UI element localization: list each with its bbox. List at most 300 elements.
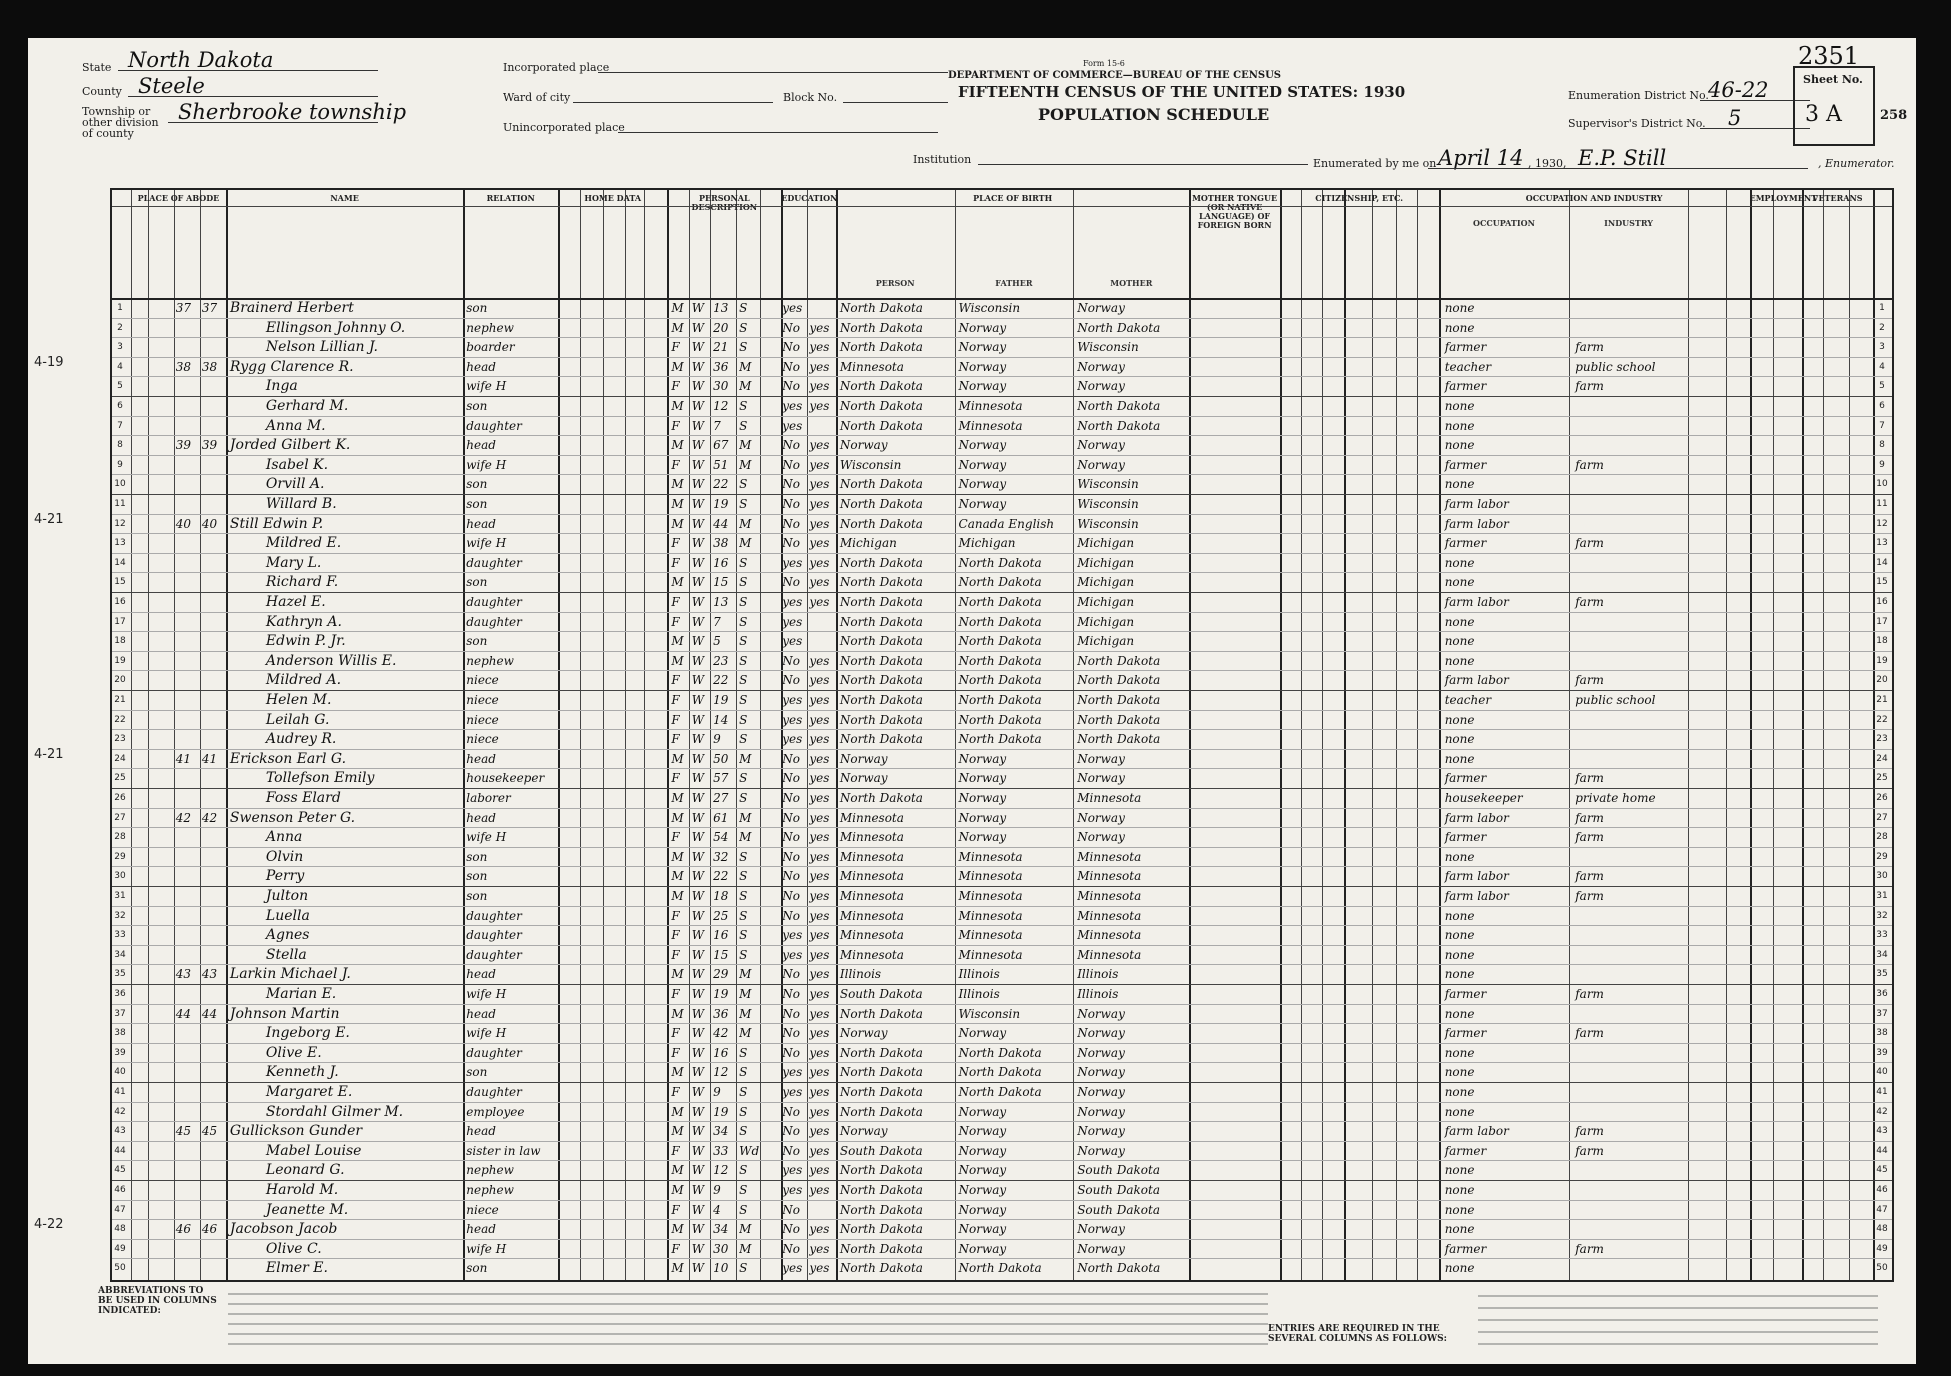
- family-number: 40: [201, 516, 218, 531]
- age: 18: [713, 889, 729, 903]
- column-divider: [1417, 190, 1418, 1280]
- relation: nephew: [466, 1183, 514, 1197]
- birthplace-mother: North Dakota: [1077, 653, 1161, 668]
- person-name: Richard F.: [265, 574, 339, 591]
- column-group-header: VETERANS: [1812, 193, 1863, 203]
- column-divider: [836, 190, 838, 1280]
- can-read: yes: [809, 536, 830, 551]
- school-attendance: No: [782, 771, 800, 786]
- person-name: Larkin Michael J.: [229, 966, 351, 983]
- birthplace-person: North Dakota: [839, 418, 923, 433]
- occupation: none: [1444, 634, 1475, 649]
- line-number-right: 33: [1876, 930, 1888, 941]
- state-value: North Dakota: [128, 48, 274, 72]
- entries-lines: [1478, 1286, 1878, 1356]
- marital-status: M: [739, 987, 752, 1001]
- school-attendance: No: [782, 810, 800, 825]
- race: W: [691, 889, 705, 903]
- birthplace-mother: North Dakota: [1077, 693, 1161, 707]
- marital-status: S: [739, 1065, 748, 1080]
- marital-status: S: [739, 477, 748, 492]
- row-rule: [112, 318, 1892, 319]
- row-rule: [112, 376, 1892, 377]
- relation: daughter: [466, 555, 522, 570]
- line-number-right: 44: [1876, 1145, 1888, 1156]
- column-divider: [226, 190, 228, 1280]
- school-attendance: No: [782, 869, 800, 884]
- can-read: yes: [809, 673, 830, 688]
- race: W: [691, 497, 705, 511]
- person-name: Mildred A.: [265, 672, 342, 689]
- line-number: 13: [114, 538, 126, 549]
- birthplace-father: Norway: [958, 1202, 1007, 1217]
- can-read: yes: [809, 771, 830, 786]
- relation: niece: [466, 693, 499, 707]
- column-group-header: NAME: [330, 193, 359, 203]
- can-read: yes: [809, 987, 830, 1001]
- age: 42: [713, 1026, 729, 1041]
- marital-status: S: [739, 791, 748, 805]
- row-rule: [112, 866, 1892, 867]
- column-divider: [1823, 190, 1824, 1280]
- marital-status: S: [739, 320, 748, 335]
- marital-status: S: [739, 849, 748, 864]
- line-number-right: 50: [1876, 1263, 1888, 1274]
- birthplace-father: North Dakota: [958, 1085, 1042, 1099]
- line-number: 49: [114, 1243, 126, 1254]
- birthplace-father: North Dakota: [958, 1045, 1042, 1060]
- sheet-label: Sheet No.: [1803, 73, 1863, 86]
- birthplace-mother: Wisconsin: [1077, 516, 1139, 531]
- line-number: 35: [114, 969, 126, 980]
- person-name: Mary L.: [265, 554, 322, 571]
- birthplace-person: North Dakota: [839, 1085, 923, 1099]
- row-rule: [112, 1258, 1892, 1259]
- occupation: housekeeper: [1444, 791, 1523, 805]
- birthplace-mother: Wisconsin: [1077, 497, 1139, 511]
- row-rule: [112, 964, 1892, 965]
- line-number: 16: [114, 597, 126, 607]
- birthplace-father: Minnesota: [958, 947, 1023, 962]
- birthplace-father: Norway: [958, 810, 1007, 825]
- marital-status: M: [739, 830, 752, 845]
- relation: son: [466, 1261, 488, 1276]
- column-divider: [736, 190, 737, 1280]
- sex: F: [671, 1241, 680, 1256]
- occupation: none: [1444, 1261, 1475, 1276]
- occupation: none: [1444, 575, 1475, 590]
- age: 16: [713, 928, 729, 943]
- school-attendance: yes: [782, 614, 803, 629]
- birthplace-mother: Michigan: [1077, 595, 1135, 609]
- row-rule: [112, 572, 1892, 573]
- marital-status: S: [739, 301, 748, 315]
- row-rule: [112, 710, 1892, 711]
- relation: wife H: [466, 987, 507, 1001]
- birthplace-mother: Wisconsin: [1077, 477, 1139, 492]
- occupation: farm labor: [1444, 497, 1509, 511]
- birthplace-father: North Dakota: [958, 693, 1042, 707]
- sex: M: [671, 477, 684, 492]
- school-attendance: No: [782, 1143, 800, 1158]
- line-number: 9: [117, 459, 123, 470]
- sex: F: [671, 536, 680, 551]
- school-attendance: yes: [782, 555, 803, 570]
- person-name: Ingeborg E.: [265, 1025, 350, 1042]
- entries-block: [1478, 1286, 1878, 1356]
- birthplace-person: North Dakota: [839, 653, 923, 668]
- school-attendance: No: [782, 751, 800, 766]
- line-number: 22: [114, 714, 126, 725]
- age: 30: [713, 1241, 729, 1256]
- marital-status: M: [739, 379, 752, 394]
- relation: son: [466, 477, 488, 492]
- department-title: DEPARTMENT OF COMMERCE—BUREAU OF THE CENSUS: [948, 70, 1282, 81]
- sex: F: [671, 457, 680, 472]
- dwelling-number: 39: [175, 438, 191, 453]
- race: W: [691, 791, 705, 805]
- sex: F: [671, 1085, 680, 1099]
- birthplace-person: North Dakota: [839, 320, 923, 335]
- margin-note: 4-22: [34, 1217, 64, 1233]
- birthplace-father: North Dakota: [958, 614, 1042, 629]
- race: W: [691, 908, 705, 923]
- marital-status: S: [739, 673, 748, 688]
- birthplace-person: Minnesota: [839, 889, 904, 903]
- line-number: 3: [117, 342, 123, 353]
- person-name: Margaret E.: [265, 1084, 353, 1100]
- occupation: none: [1444, 1045, 1475, 1060]
- age: 22: [713, 869, 729, 884]
- row-rule: [112, 945, 1892, 946]
- birthplace-father: Canada English: [958, 516, 1055, 531]
- column-divider: [1439, 190, 1441, 1280]
- race: W: [691, 614, 705, 629]
- abbrev-block: [228, 1286, 1268, 1356]
- birthplace-father: Norway: [958, 379, 1007, 394]
- line-number: 25: [114, 773, 126, 784]
- school-attendance: yes: [782, 732, 803, 747]
- sex: M: [671, 516, 684, 531]
- age: 7: [713, 614, 721, 629]
- occupation: none: [1444, 418, 1475, 433]
- school-attendance: No: [782, 457, 800, 472]
- line-number: 45: [114, 1165, 126, 1176]
- relation: nephew: [466, 653, 514, 668]
- state-underline: [118, 70, 378, 71]
- relation: head: [466, 1006, 496, 1021]
- relation: son: [466, 301, 488, 315]
- relation: head: [466, 359, 496, 374]
- birthplace-person: North Dakota: [839, 340, 923, 355]
- person-name: Jorded Gilbert K.: [229, 437, 351, 454]
- school-attendance: No: [782, 477, 800, 492]
- family-number: 44: [201, 1006, 218, 1021]
- relation: son: [466, 399, 488, 413]
- person-name: Anna M.: [265, 417, 326, 434]
- birthplace-person: Minnesota: [839, 849, 904, 864]
- column-divider: [1849, 190, 1850, 1280]
- birthplace-mother: Minnesota: [1077, 908, 1142, 923]
- person-name: Inga: [265, 378, 298, 395]
- row-rule: [112, 1160, 1892, 1161]
- marital-status: M: [739, 1006, 752, 1021]
- school-attendance: yes: [782, 928, 803, 943]
- birthplace-mother: Norway: [1077, 379, 1125, 394]
- sex: M: [671, 791, 684, 805]
- row-rule: [112, 357, 1892, 358]
- race: W: [691, 1202, 705, 1217]
- line-number-right: 43: [1876, 1126, 1888, 1137]
- sex: M: [671, 438, 684, 453]
- marital-status: M: [739, 1241, 752, 1256]
- school-attendance: No: [782, 379, 800, 394]
- line-number-right: 23: [1876, 734, 1888, 745]
- birthplace-mother: Illinois: [1077, 967, 1119, 982]
- sex: F: [671, 771, 680, 786]
- line-number-right: 34: [1876, 949, 1888, 960]
- line-number: 33: [114, 930, 126, 941]
- sex: M: [671, 869, 684, 884]
- age: 12: [713, 399, 729, 413]
- line-number-right: 39: [1876, 1047, 1888, 1058]
- school-attendance: yes: [782, 1183, 803, 1197]
- birthplace-mother: Norway: [1077, 771, 1125, 786]
- occupation: farmer: [1444, 457, 1487, 472]
- line-number: 47: [114, 1204, 126, 1215]
- row-rule: [112, 651, 1892, 652]
- occupation: farmer: [1444, 987, 1487, 1001]
- dwelling-number: 38: [175, 359, 191, 374]
- birthplace-person: Minnesota: [839, 928, 904, 943]
- age: 12: [713, 1163, 729, 1178]
- birthplace-person: Minnesota: [839, 908, 904, 923]
- school-attendance: No: [782, 1202, 800, 1217]
- person-name: Olive C.: [265, 1240, 322, 1257]
- school-attendance: yes: [782, 1261, 803, 1276]
- occupation: none: [1444, 653, 1475, 668]
- column-divider: [1073, 190, 1074, 1280]
- row-rule: [112, 1121, 1892, 1122]
- birthplace-father: Norway: [958, 1026, 1007, 1041]
- row-rule: [112, 808, 1892, 809]
- birthplace-person: North Dakota: [839, 399, 923, 413]
- relation: nephew: [466, 1163, 514, 1178]
- institution-underline: [978, 164, 1308, 165]
- sex: F: [671, 928, 680, 943]
- occupation: none: [1444, 1006, 1475, 1021]
- sex: M: [671, 1261, 684, 1276]
- can-read: yes: [809, 1183, 830, 1197]
- person-name: Edwin P. Jr.: [265, 633, 346, 650]
- age: 22: [713, 673, 729, 688]
- race: W: [691, 477, 705, 492]
- line-number-right: 6: [1879, 401, 1885, 411]
- line-number-right: 26: [1876, 793, 1888, 803]
- occupation: farmer: [1444, 379, 1487, 394]
- age: 4: [713, 1202, 721, 1217]
- birthplace-person: North Dakota: [839, 1183, 923, 1197]
- line-number: 34: [114, 949, 126, 960]
- dwelling-number: 45: [175, 1124, 191, 1139]
- person-name: Elmer E.: [265, 1260, 328, 1277]
- incorporated-label: Incorporated place: [503, 61, 610, 74]
- line-number: 4: [117, 361, 123, 372]
- age: 34: [713, 1222, 729, 1237]
- birthplace-mother: Norway: [1077, 1143, 1125, 1158]
- sex: F: [671, 379, 680, 394]
- industry: farm: [1575, 1241, 1604, 1256]
- sex: M: [671, 399, 684, 413]
- race: W: [691, 810, 705, 825]
- can-read: yes: [809, 1241, 830, 1256]
- line-number: 20: [114, 675, 126, 686]
- race: W: [691, 1143, 705, 1158]
- line-number: 6: [117, 401, 123, 411]
- row-rule: [112, 416, 1892, 417]
- column-group-header: PLACE OF BIRTH: [973, 193, 1053, 203]
- sex: F: [671, 673, 680, 688]
- relation: son: [466, 1065, 488, 1080]
- relation: head: [466, 438, 496, 453]
- industry: farm: [1575, 987, 1604, 1001]
- column-divider: [131, 190, 132, 1280]
- family-number: 41: [201, 751, 218, 766]
- sex: F: [671, 908, 680, 923]
- occupation: none: [1444, 712, 1475, 727]
- birthplace-father: North Dakota: [958, 634, 1042, 649]
- birthplace-mother: Norway: [1077, 1045, 1125, 1060]
- relation: daughter: [466, 908, 522, 923]
- person-name: Willard B.: [265, 496, 337, 512]
- industry: private home: [1575, 791, 1656, 805]
- birthplace-person: South Dakota: [839, 1143, 923, 1158]
- sex: F: [671, 830, 680, 845]
- occupation: farm labor: [1444, 1124, 1509, 1139]
- person-name: Mildred E.: [265, 535, 342, 552]
- row-rule: [112, 749, 1892, 750]
- birthplace-father: North Dakota: [958, 555, 1042, 570]
- can-read: yes: [809, 1065, 830, 1080]
- marital-status: S: [739, 889, 748, 903]
- race: W: [691, 399, 705, 413]
- school-attendance: No: [782, 830, 800, 845]
- birthplace-father: Norway: [958, 1124, 1007, 1139]
- birthplace-person: North Dakota: [839, 614, 923, 629]
- industry: farm: [1575, 457, 1604, 472]
- line-number-right: 27: [1876, 812, 1888, 823]
- race: W: [691, 438, 705, 453]
- marital-status: M: [739, 359, 752, 374]
- occupation: farmer: [1444, 536, 1487, 551]
- relation: boarder: [466, 340, 515, 355]
- county-underline: [128, 96, 378, 97]
- marital-status: M: [739, 751, 752, 766]
- column-divider: [1802, 190, 1804, 1280]
- marital-status: S: [739, 1202, 748, 1217]
- birthplace-father: Norway: [958, 771, 1007, 786]
- sex: M: [671, 1065, 684, 1080]
- line-number-right: 41: [1876, 1087, 1888, 1097]
- birthplace-father: Norway: [958, 1104, 1007, 1119]
- block-label: Block No.: [783, 91, 838, 104]
- age: 38: [713, 536, 729, 551]
- marital-status: S: [739, 418, 748, 433]
- birthplace-person: North Dakota: [839, 1104, 923, 1119]
- race: W: [691, 1026, 705, 1041]
- line-number-right: 24: [1876, 753, 1888, 764]
- occupation-subcolumn-header: INDUSTRY: [1604, 218, 1653, 228]
- marital-status: S: [739, 732, 748, 747]
- school-attendance: yes: [782, 595, 803, 609]
- line-number: 21: [114, 695, 126, 705]
- township-underline: [168, 122, 378, 123]
- birthplace-father: North Dakota: [958, 575, 1042, 590]
- enumerator-label: , Enumerator.: [1818, 157, 1895, 170]
- marital-status: S: [739, 1261, 748, 1276]
- entries-title: ENTRIES ARE REQUIRED IN THE SEVERAL COLUMNS AS FOLLOWS:: [1268, 1324, 1447, 1344]
- family-number: 38: [201, 359, 218, 374]
- age: 5: [713, 634, 721, 649]
- birthplace-person: Minnesota: [839, 810, 904, 825]
- row-rule: [112, 1062, 1892, 1063]
- line-number-right: 30: [1876, 871, 1888, 882]
- person-name: Stordahl Gilmer M.: [265, 1103, 404, 1120]
- person-name: Anna: [265, 829, 303, 846]
- line-number-right: 28: [1876, 832, 1888, 843]
- birthplace-father: Wisconsin: [958, 1006, 1021, 1021]
- marital-status: S: [739, 771, 748, 786]
- industry: farm: [1575, 869, 1604, 884]
- unincorporated-label: Unincorporated place: [503, 121, 625, 134]
- relation: wife H: [466, 1026, 507, 1041]
- birthplace-father: Norway: [958, 1183, 1007, 1197]
- sex: M: [671, 967, 684, 982]
- race: W: [691, 869, 705, 884]
- marital-status: S: [739, 653, 748, 668]
- column-divider: [603, 190, 604, 1280]
- occupation: none: [1444, 849, 1475, 864]
- birthplace-father: Norway: [958, 1241, 1007, 1256]
- school-attendance: No: [782, 1104, 800, 1119]
- marital-status: S: [739, 614, 748, 629]
- marital-status: S: [739, 634, 748, 649]
- row-rule: [112, 670, 1892, 671]
- line-number: 7: [117, 420, 123, 431]
- enumerated-date: April 14: [1438, 146, 1524, 170]
- marital-status: S: [739, 1183, 748, 1197]
- age: 29: [713, 967, 729, 982]
- marital-status: M: [739, 438, 752, 453]
- birthplace-mother: Minnesota: [1077, 849, 1142, 864]
- row-rule: [112, 1082, 1892, 1083]
- birthplace-mother: North Dakota: [1077, 712, 1161, 727]
- line-number: 40: [114, 1067, 126, 1078]
- person-name: Anderson Willis E.: [265, 652, 397, 669]
- relation: housekeeper: [466, 771, 545, 786]
- row-rule: [112, 592, 1892, 593]
- sex: M: [671, 497, 684, 511]
- sex: F: [671, 712, 680, 727]
- line-number: 37: [114, 1008, 126, 1019]
- row-rule: [112, 1239, 1892, 1240]
- line-number: 19: [114, 655, 126, 666]
- line-number-right: 1: [1879, 303, 1885, 313]
- row-rule: [112, 337, 1892, 338]
- column-group-header: MOTHER TONGUE (OR NATIVE LANGUAGE) OF FOREIGN BORN: [1192, 193, 1278, 230]
- year-suffix: , 1930,: [1528, 157, 1567, 170]
- can-read: yes: [809, 359, 830, 374]
